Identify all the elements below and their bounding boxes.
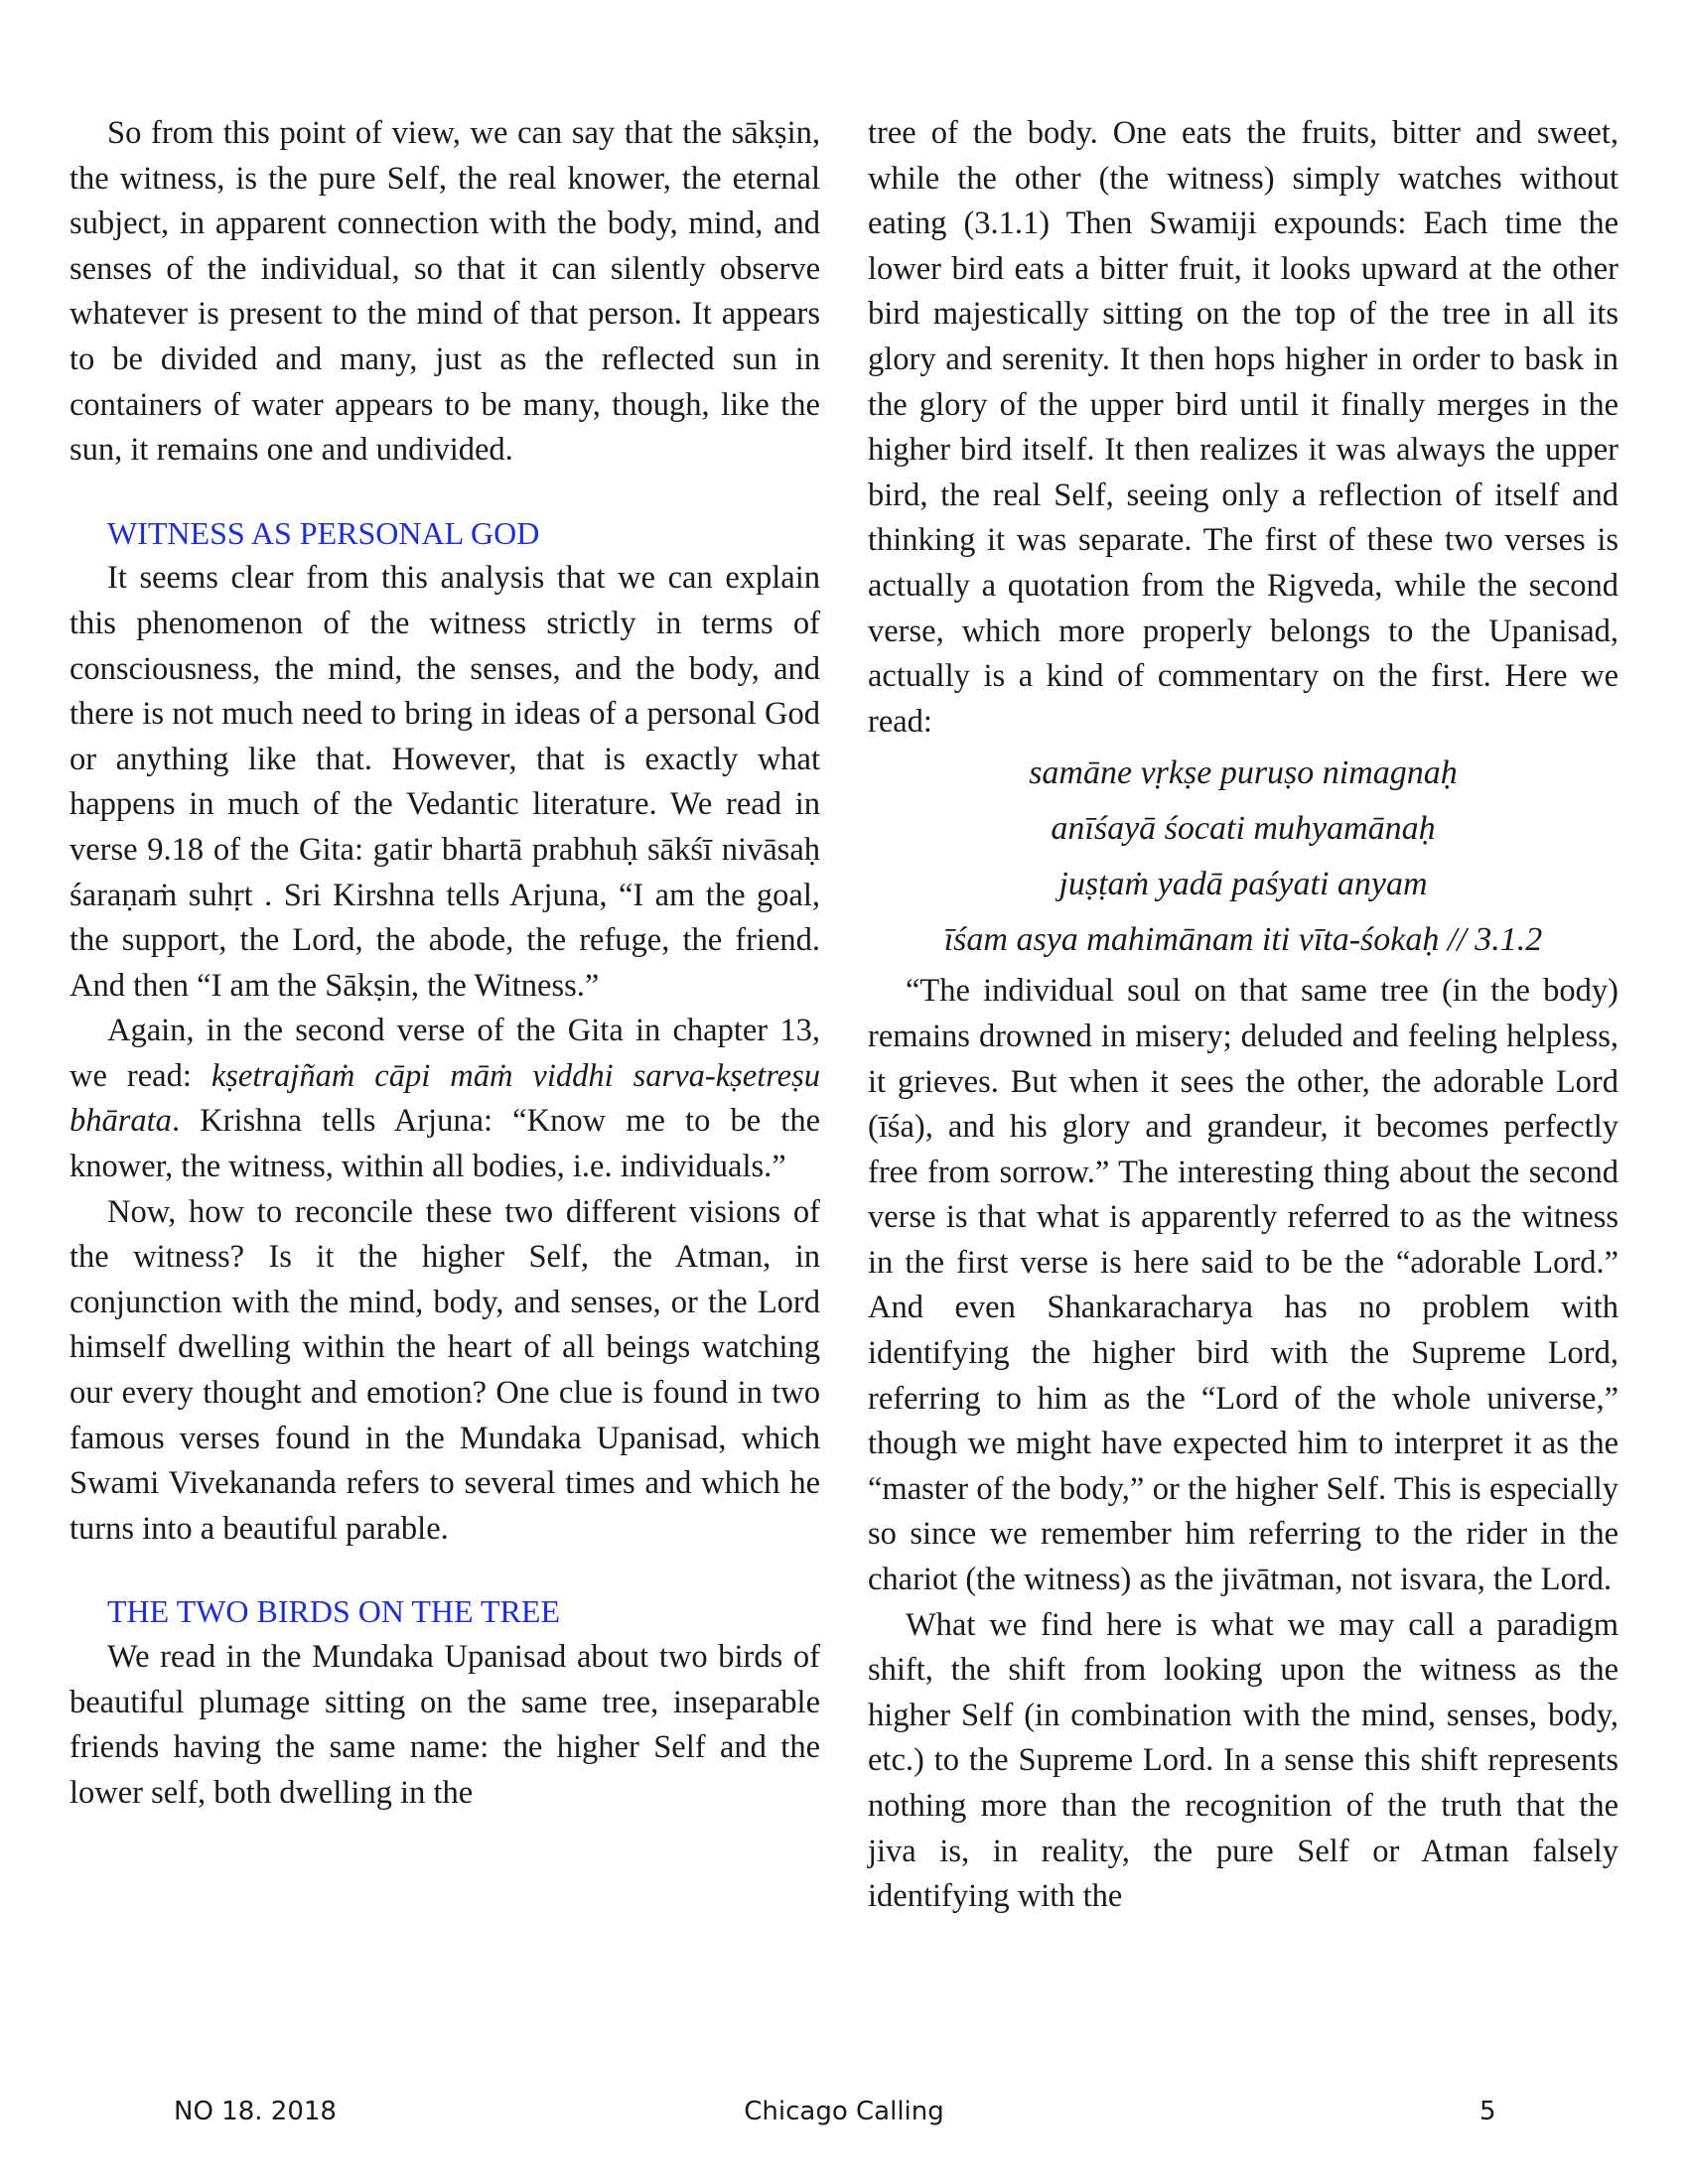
paragraph: What we find here is what we may call a paradigm shift, the shift from looking upon the witness as the higher Self (in combination with the mind, senses, body, etc.) to the Supreme Lord. In a sense this shift represents nothing more than the recognition of the truth that the jiva is, in reality, the pure Self or Atman falsely identifying with the [868, 1606, 1618, 1915]
page-number: 5 [1479, 2097, 1496, 2126]
footer-publication-title: Chicago Calling [744, 2097, 944, 2126]
paragraph [70, 1009, 820, 1189]
left-column [70, 111, 820, 1816]
verse-line: īśam asya mahimānam iti vīta-śokaḥ // 3.1.2 [943, 921, 1543, 959]
footer-issue: NO 18. 2018 [174, 2097, 337, 2126]
paragraph-text: . Krishna tells Arjuna: “Know me to be the knower, the witness, within all bodies, i.e. individuals.” [70, 1103, 820, 1185]
verse-line: juṣṭaṁ yadā paśyati anyam [1058, 866, 1428, 903]
paragraph: “The individual soul on that same tree (in the body) remains drowned in misery; deluded and feeling helpless, it grieves. But when it sees the other, the adorable Lord (īśa), and his glory and grandeur, it becomes perfectly free from sorrow.” The interesting thing about the second verse is that what is apparently referred to as the witness in the first verse is here said to be the “adorable Lord.” And even Shankaracharya has no problem with identifying the higher bird with the Supreme Lord, referring to him as the “Lord of the whole universe,” though we might have expected him to interpret it as the “master of the body,” or the higher Self. This is especially so since we remember him referring to the rider in the chariot (the witness) as the jivātman, not isvara, the Lord. [868, 973, 1618, 1598]
paragraph: We read in the Mundaka Upanisad about two birds of beautiful plumage sitting on the same tree, inseparable friends having the same name: the higher Self and the lower self, both dwelling in the [70, 1639, 820, 1811]
verse-line: anīśayā śocati muhyamānaḥ [1051, 810, 1436, 848]
paragraph: Now, how to reconcile these two different visions of the witness? Is it the higher Self, the Atman, in conjunction with the mind, body, and senses, or the Lord himself dwelling within the heart of all beings watching our every thought and emotion? One clue is found in two famous verses found in the Mundaka Upanisad, which Swami Vivekananda refers to several times and which he turns into a beautiful parable. [70, 1193, 820, 1547]
right-column [868, 111, 1618, 1920]
paragraph: tree of the body. One eats the fruits, bitter and sweet, while the other (the witness) simply watches without eating (3.1.1) Then Swamiji expounds: Each time the lower bird eats a bitter fruit, it looks upward at the other bird majestically sitting on the top of the tree in all its glory and serenity. It then hops higher in order to bask in the glory of the upper bird until it finally merges in the higher bird itself. It then realizes it was always the upper bird, the real Self, seeing only a reflection of itself and thinking it was separate. The first of these two verses is actually a quotation from the Rigveda, while the second verse, which more properly belongs to the Upanisad, actually is a kind of commentary on the first. Here we read: [868, 115, 1618, 740]
verse-line: samāne vṛkṣe puruṣo nimagnaḥ [1029, 754, 1458, 792]
page-footer [0, 2097, 1688, 2136]
sanskrit-verse [868, 747, 1618, 967]
paragraph: It seems clear from this analysis that we can explain this phenomenon of the witness strictly in terms of consciousness, the mind, the senses, and the body, and there is not much need to bring in ideas of a personal God or anything like that. However, that is exactly what happens in much of the Vedantic literature. We read in verse 9.18 of the Gita: gatir bhartā prabhuḥ sākśī nivāsaḥ śaraṇaṁ suhṛt . Sri Kirshna tells Arjuna, “I am the goal, the support, the Lord, the abode, the refuge, the friend. And then “I am the Sākṣin, the Witness.” [70, 560, 820, 1004]
section-heading-two-birds: THE TWO BIRDS ON THE TREE [107, 1593, 560, 1630]
paragraph: So from this point of view, we can say that the sākṣin, the witness, is the pure Self, the real knower, the eternal subject, in apparent connection with the body, mind, and senses of the individual, so that it can silently observe whatever is present to the mind of that person. It appears to be divided and many, just as the reflected sun in containers of water appears to be many, though, like the sun, it remains one and undivided. [70, 115, 820, 469]
paragraph-text: Again, in the second verse of the Gita in chapter 13, we read: [70, 1013, 820, 1094]
section-heading-witness-as-personal-god: WITNESS AS PERSONAL GOD [107, 514, 540, 551]
sanskrit-quote: kṣetrajñaṁ cāpi māṁ viddhi sarva-kṣetreṣu bhārata [70, 1057, 820, 1140]
